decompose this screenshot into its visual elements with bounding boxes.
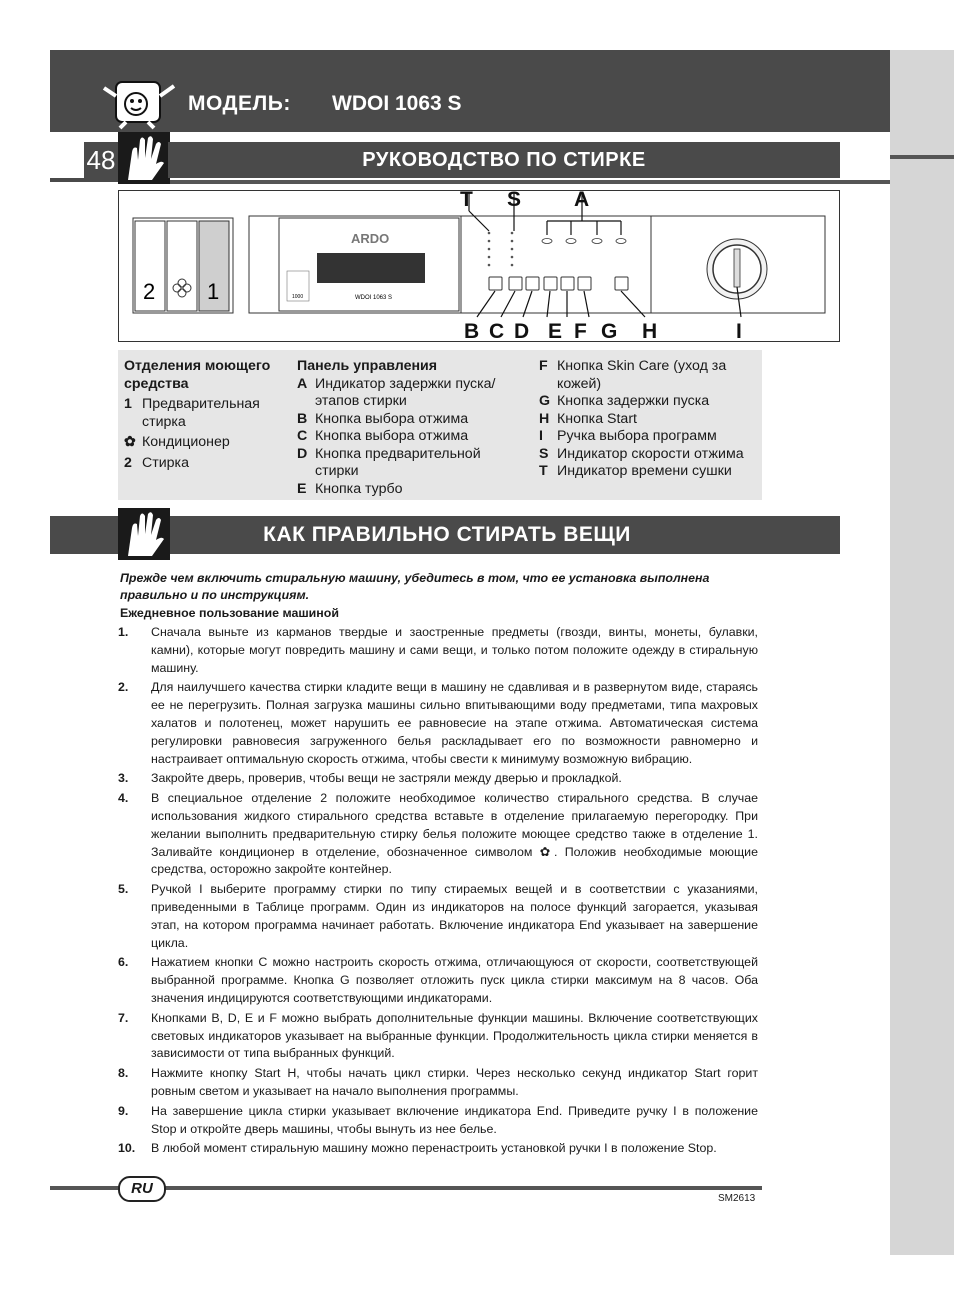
legend-item: ✿ Кондиционер — [124, 434, 230, 450]
intro-paragraph: Прежде чем включить стиральную машину, убедитесь в том, что ее установка выполнена правильно и по инструкциям. — [120, 571, 710, 602]
legend-item: S Индикатор скорости отжима — [539, 445, 744, 462]
section-title-how-to-wash: КАК ПРАВИЛЬНО СТИРАТЬ ВЕЩИ — [50, 516, 840, 554]
list-item: 6. Нажатием кнопки C можно настроить скорость отжима, отличающуюся от скорости, соответствующей выбранной программе. Кнопка G позволяет отложить пуск цикла стирки максимум на 8 часов. Оба значения индицируются соответствующими индикаторами. — [118, 955, 758, 1005]
legend-detergent-compartments — [124, 358, 289, 472]
daily-use-heading: Ежедневное пользование машиной — [120, 606, 339, 620]
drawer-label-2: 2 — [143, 279, 156, 304]
steps-list — [118, 624, 758, 1160]
list-item: 4. В специальное отделение 2 положите необходимое количество стирального средства. В случае использования жидкого стирального средства вставьте в отделение прилагаемую перегородку. При желании выполнить предварительную стирку белья положите моющее средство также в отделение 1. Заливайте кондиционер в отделение, обозначенное символом ✿. Положив необходимые моющие средства, осторожно закройте контейнер. — [118, 791, 758, 877]
legend-box — [118, 350, 762, 500]
model-plate: WDOI 1063 S — [355, 295, 393, 301]
hand-icon — [118, 132, 170, 184]
legend-item: H Кнопка Start — [539, 410, 637, 427]
list-item: 9. На завершение цикла стирки указывает включение индикатора End. Приведите ручку I в положение Stop и откройте дверь машины, чтобы вынуть из нее белье. — [118, 1103, 758, 1136]
list-item: 8. Нажмите кнопку Start H, чтобы начать цикл стирки. Через несколько секунд индикатор Start горит ровным светом и указывает на начало выполнения программы. — [118, 1066, 758, 1098]
washing-machine-mascot-icon — [100, 74, 186, 130]
softener-icon: ✿ — [124, 434, 136, 450]
callout-letter-D: D — [514, 320, 530, 343]
side-divider — [890, 155, 954, 159]
section-rule — [170, 180, 890, 184]
list-item: 3. Закройте дверь, проверив, чтобы вещи не застряли между дверью и прокладкой. — [118, 771, 622, 786]
legend-item: B Кнопка выбора отжима — [297, 410, 469, 427]
legend-item: F Кнопка Skin Care (уход за кожей) — [539, 358, 727, 392]
control-panel-drawing — [119, 191, 839, 341]
legend-item: E Кнопка турбо — [297, 480, 403, 497]
legend-item: T Индикатор времени сушки — [539, 463, 732, 479]
legend-col2-title: Панель управления — [297, 358, 438, 374]
list-item: 1. Сначала выньте из карманов твердые и заостренные предметы (гвозди, винты, монеты, булавки, камни), которые могут повредить машину и сами вещи, и только потом положите одежду в стиральную машину. — [118, 625, 758, 675]
callout-letter-F: F — [574, 320, 587, 343]
list-item: 2. Для наилучшего качества стирки кладите вещи в машину не сдавливая и в развернутом виде, стараясь ее не перегрузить. Полная загрузка машины сильно впитывающими воду предметами, типа махровых халатов и полотенец, может нарушить ее равновесие на этапе отжима. Автоматическая система регулировки равновесия загруженного белья раскладывает его по возможности равномерно и настраивает оптимальную скорость отжима, чтобы свести к минимуму возможную вибрацию. — [118, 680, 758, 766]
callout-letter-B: B — [464, 320, 480, 343]
list-item: 10. В любой момент стиральную машину можно перенастроить установкой ручки I в положение Stop. — [118, 1141, 717, 1156]
model-label: МОДЕЛЬ: — [188, 92, 291, 115]
legend-control-panel-cont — [539, 358, 759, 481]
brand-label: ARDO — [351, 231, 390, 246]
legend-item: I Ручка выбора программ — [539, 428, 717, 444]
legend-control-panel — [297, 358, 527, 498]
tiny-label-1000: 1000 — [292, 294, 304, 300]
legend-item: A Индикатор задержки пуска/ этапов стирки — [297, 375, 496, 409]
model-value: WDOI 1063 S — [332, 92, 462, 115]
document-code: SM2613 — [718, 1193, 756, 1204]
callout-letter-C: C — [489, 320, 505, 343]
callout-letter-A: A — [574, 188, 590, 211]
legend-item: D Кнопка предварительной стирки — [297, 445, 481, 479]
callout-letter-T: T — [460, 188, 473, 211]
callout-letter-S: S — [507, 188, 522, 211]
callout-letter-H: H — [642, 320, 658, 343]
drawer-label-1: 1 — [207, 279, 220, 304]
legend-col1-title: Отделения моющего средства — [124, 358, 271, 392]
page-number: 48 — [84, 142, 118, 178]
callout-letter-E: E — [548, 320, 563, 343]
side-strip — [890, 50, 954, 1255]
legend-item: 1 Предварительная стирка — [124, 396, 260, 430]
language-badge: RU — [118, 1176, 166, 1202]
legend-item: 2 Стирка — [124, 454, 189, 471]
legend-item: G Кнопка задержки пуска — [539, 393, 710, 409]
section-title-washing-guide: РУКОВОДСТВО ПО СТИРКЕ — [168, 142, 840, 178]
hand-icon — [118, 508, 170, 560]
list-item: 5. Ручкой I выберите программу стирки по типу стираемых вещей и в соответствии с указаниями, приведенными в Таблице программ. Один из индикаторов на полосе функций загорается, указывая этап, на котором программа начинает работать. Включение индикатора End указывает на завершение цикла. — [118, 882, 758, 950]
list-item: 7. Кнопками B, D, E и F можно выбрать дополнительные функции машины. Включение соответствующих световых индикаторов указывает на выбранные функции. Продолжительность цикла стирки меняется в зависимости от типа выбранных функций. — [118, 1010, 758, 1061]
legend-item: C Кнопка выбора отжима — [297, 428, 469, 444]
callout-letter-I: I — [736, 320, 742, 343]
callout-letter-G: G — [601, 320, 618, 343]
